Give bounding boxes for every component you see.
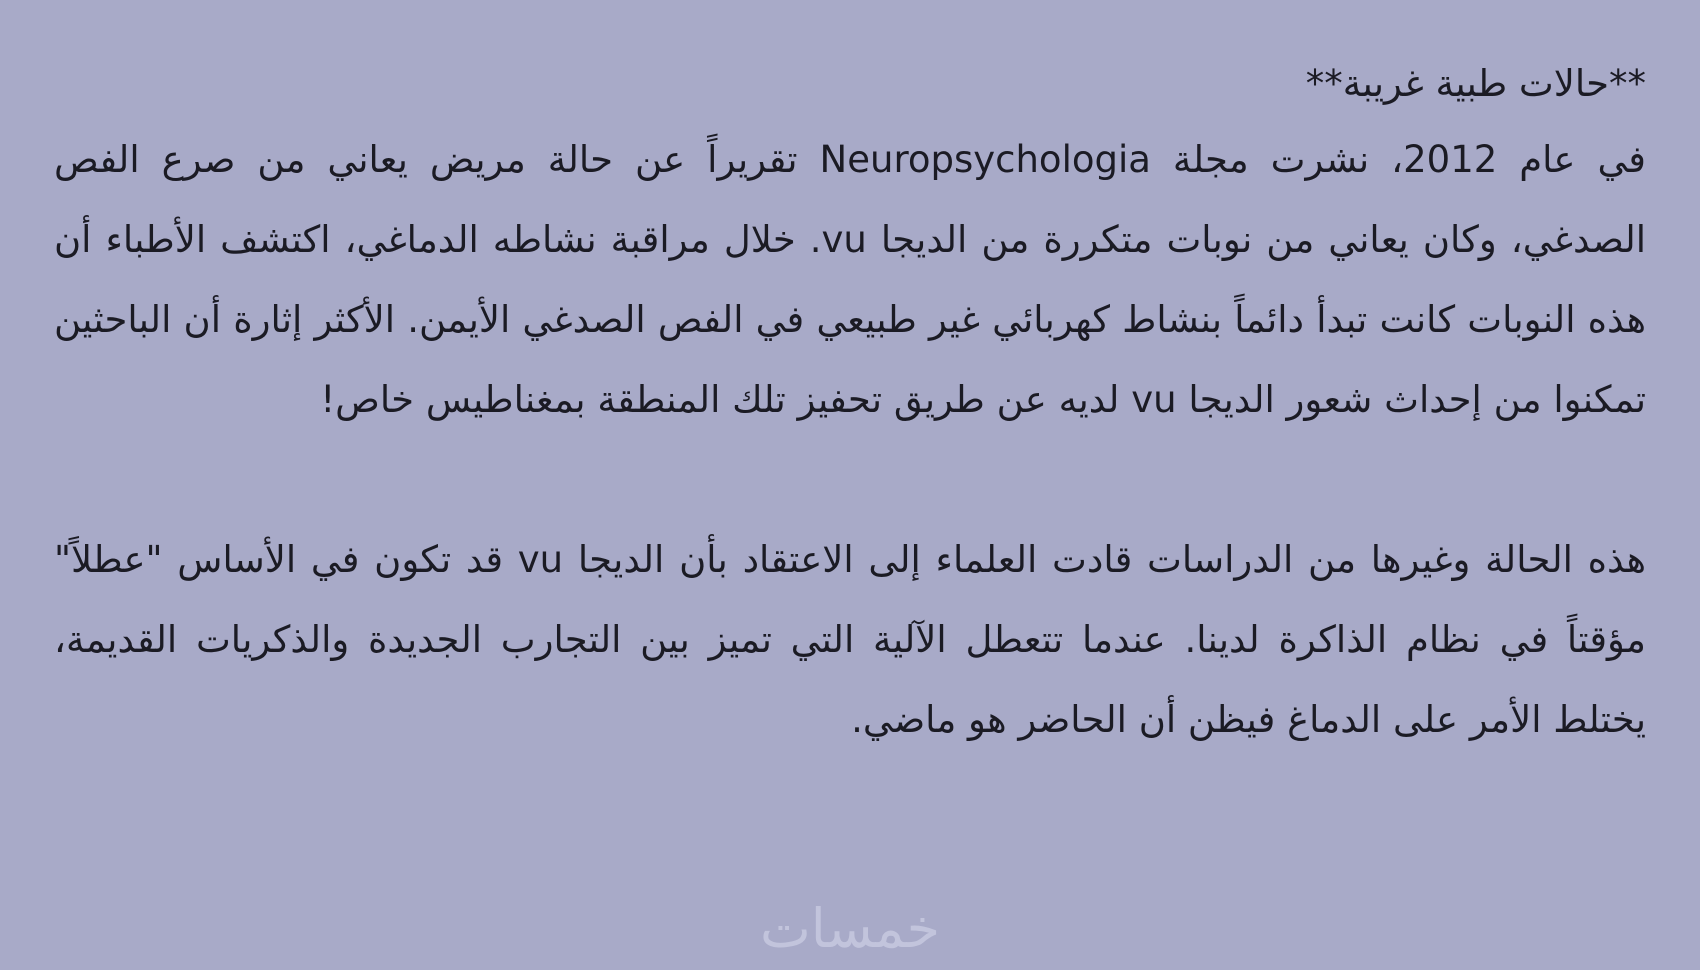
paragraph-conclusion: هذه الحالة وغيرها من الدراسات قادت العلماء إلى الاعتقاد بأن الديجا vu قد تكون في الأساس "عطلاً" مؤقتاً في نظام الذاكرة لدينا. عندما تتعطل الآلية التي تميز بين التجارب الجديدة والذكريات القديمة، يختلط الأمر على الدماغ فيظن أن الحاضر هو ماضي.: [54, 538, 1646, 741]
paragraph-case-report: في عام 2012، نشرت مجلة Neuropsychologia تقريراً عن حالة مريض يعاني من صرع الفص الصدغي، وكان يعاني من نوبات متكررة من الديجا vu. خلال مراقبة نشاطه الدماغي، اكتشف الأطباء أن هذه النوبات كانت تبدأ دائماً بنشاط كهربائي غير طبيعي في الفص الصدغي الأيمن. الأكثر إثارة أن الباحثين تمكنوا من إحداث شعور الديجا vu لديه عن طريق تحفيز تلك المنطقة بمغناطيس خاص!: [54, 138, 1646, 421]
article-body: [54, 56, 1646, 760]
article-heading: **حالات طبية غريبة**: [1305, 62, 1646, 105]
watermark-logo: خمسات: [759, 897, 941, 960]
